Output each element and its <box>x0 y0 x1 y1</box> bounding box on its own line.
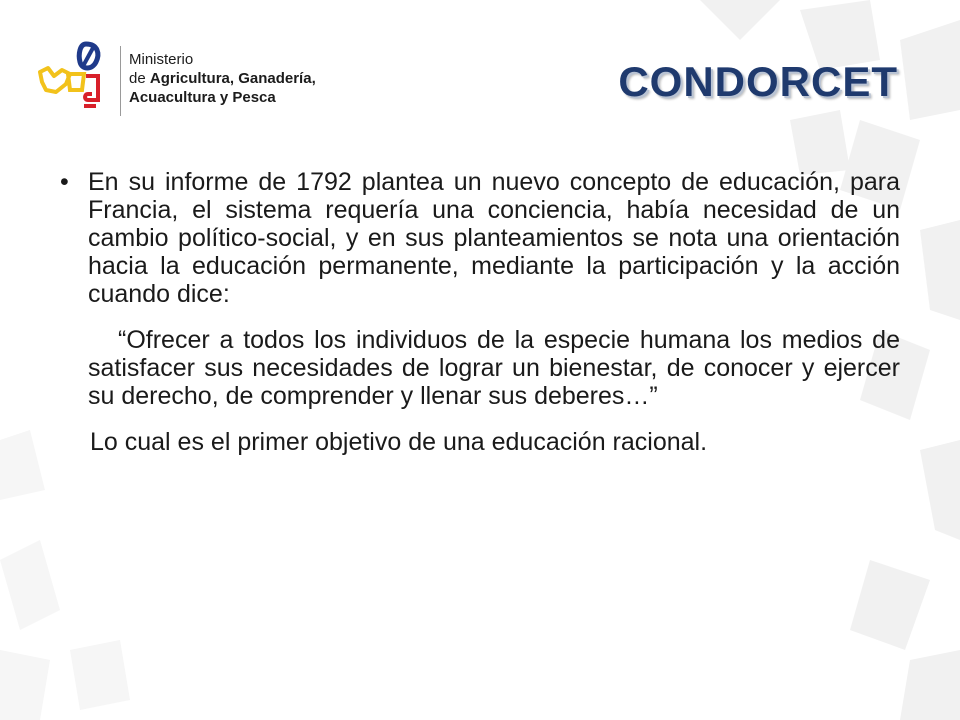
quote-paragraph: “Ofrecer a todos los individuos de la especie humana los medios de satisfacer sus necesidades de lograr un bienestar, de conocer y ejercer su derecho, de comprender y llenar sus deberes…” <box>88 326 900 410</box>
ministry-name-line2-bold: Agricultura, Ganadería, <box>149 70 316 87</box>
ministry-emblem-icon <box>36 40 116 120</box>
conclusion-paragraph: Lo cual es el primer objetivo de una educación racional. <box>90 428 708 456</box>
bullet-marker: • <box>60 168 69 196</box>
bullet-text: En su informe de 1792 plantea un nuevo concepto de educación, para Francia, el sistema requería una conciencia, había necesidad de un cambio político-social, y en sus planteamientos se nota una orientación hacia la educación permanente, mediante la participación y la acción cuando dice: <box>88 168 900 308</box>
ministry-name-line2-prefix: de <box>129 70 150 87</box>
ministry-name <box>129 50 316 107</box>
slide-title: CONDORCET <box>618 58 898 105</box>
bullet-paragraph <box>60 168 900 308</box>
logo-divider <box>120 46 121 116</box>
ministry-name-line3: Acuacultura y Pesca <box>129 89 276 106</box>
slide-content <box>60 168 900 456</box>
ministry-name-line1: Ministerio <box>129 51 194 68</box>
ministry-logo <box>36 40 336 120</box>
ministry-name-line2 <box>129 69 316 88</box>
